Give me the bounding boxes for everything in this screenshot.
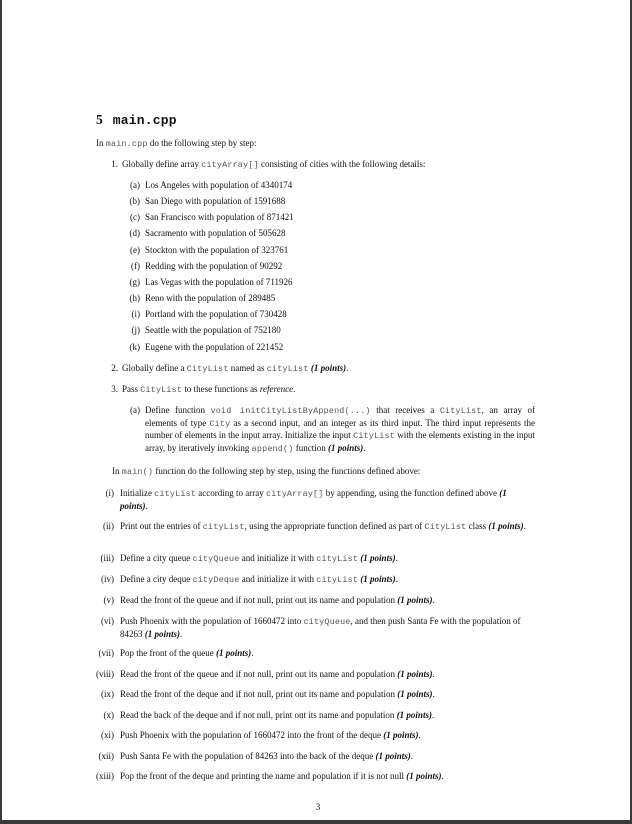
city-item: Los Angeles with population of 4340174 <box>145 180 293 190</box>
main-step <box>120 710 434 722</box>
step-code-1: cityList <box>154 489 197 499</box>
step-points: (1 points) <box>488 521 524 531</box>
step-points: (1 points) <box>360 574 396 584</box>
step-code-2: cityArray[] <box>266 489 324 499</box>
main-step <box>120 488 536 512</box>
step1-label: 1. <box>111 159 118 169</box>
sub-code2: CityList <box>439 406 482 416</box>
city-item: San Francisco with population of 871421 <box>145 212 294 222</box>
step2-code2: cityList <box>266 364 309 374</box>
step-text-a: Read the front of the queue and if not null, print out its name and population <box>120 595 398 605</box>
step1-code: cityArray[] <box>201 160 259 170</box>
sub-code1: void initCityListByAppend(...) <box>210 406 371 416</box>
step-text-a: Push Phoenix with the population of 1660472 into <box>120 616 304 626</box>
step2-points: (1 points) <box>310 363 347 373</box>
main-step <box>120 669 435 681</box>
step3-end: . <box>293 384 296 394</box>
step-code-1: cityDeque <box>192 575 240 585</box>
step-text-a: Push Santa Fe with the population of 84263 into the back of the deque <box>120 751 376 761</box>
sub-code3: City <box>209 418 231 429</box>
step3-sub-label: (a) <box>130 405 140 415</box>
step-text-b: , using the appropriate function defined as part of <box>244 521 425 531</box>
step-text-b: , and then push Santa Fe with the population of 84263 <box>120 616 521 639</box>
city-label: (j) <box>131 325 140 335</box>
step-points: (1 points) <box>144 628 181 639</box>
step-code-1: cityList <box>202 522 245 532</box>
step-end: . <box>395 574 398 584</box>
step-text-a: Read the front of the queue and if not null, print out its name and population <box>120 669 398 679</box>
step-code-2: cityList <box>316 554 359 564</box>
step3-pre: Pass <box>122 384 141 394</box>
main-step-label: (vii) <box>98 648 114 658</box>
city-item: Sacramento with population of 505628 <box>145 228 286 238</box>
step-code-1: cityQueue <box>192 554 240 564</box>
sub-t5: function <box>293 442 328 453</box>
main-step-label: (viii) <box>96 669 114 679</box>
city-item: San Diego with population of 1591688 <box>145 196 286 206</box>
intro-code: main.cpp <box>105 139 148 149</box>
city-label: (e) <box>130 245 140 255</box>
intro-pre: In <box>96 138 106 148</box>
step-text-a: Print out the entries of <box>120 521 203 531</box>
step-end: . <box>418 730 421 740</box>
step2-pre: Globally define a <box>122 363 187 373</box>
sub-end: . <box>363 442 366 453</box>
step-end: . <box>251 648 254 658</box>
city-item: Seattle with the population of 752180 <box>145 325 281 335</box>
section-number: 5 <box>96 112 103 127</box>
section-file: main.cpp <box>112 113 177 128</box>
step-end: . <box>431 710 435 720</box>
main-step-label: (xi) <box>101 730 114 740</box>
step-text-a: Pop the front of the deque and printing the name and population if it is not null <box>120 771 407 781</box>
step1-post: consisting of cities with the following details: <box>258 159 426 169</box>
step3-label: 3. <box>111 384 118 394</box>
step-end: . <box>180 628 183 639</box>
step-text-a: Read the front of the deque and if not null, print out its name and population <box>120 689 398 699</box>
main-step-label: (xiii) <box>96 771 114 781</box>
main-step-label: (ix) <box>101 689 114 699</box>
step-code-1: cityQueue <box>303 617 351 627</box>
step-text-a: Define a city queue <box>120 553 193 563</box>
main-step <box>120 574 398 587</box>
step1-pre: Globally define array <box>122 159 202 169</box>
step-text-b: and initialize it with <box>239 553 317 563</box>
step-end: . <box>441 771 444 781</box>
city-item: Portland with the population of 730428 <box>145 309 287 319</box>
city-item: Redding with the population of 90292 <box>145 261 283 271</box>
step-points: (1 points) <box>375 751 411 761</box>
sub-code4: CityList <box>353 431 395 441</box>
step-text-b: according to array <box>196 488 267 498</box>
step-code-2: cityList <box>316 575 359 585</box>
sub-code5: append() <box>251 443 294 454</box>
step-text-a: Push Phoenix with the population of 1660472 into the front of the deque <box>120 730 384 740</box>
step-points: (1 points) <box>120 488 507 511</box>
main-step <box>120 751 413 763</box>
main-step <box>120 771 444 783</box>
main-step-label: (i) <box>105 488 114 498</box>
sub-pre: Define function <box>145 405 211 415</box>
main-step-label: (vi) <box>101 616 114 626</box>
main-intro-post: function do the following step by step, using the functions defined above: <box>153 466 421 476</box>
main-step <box>120 521 536 534</box>
step-end: . <box>145 500 148 511</box>
sub-points: (1 points) <box>327 442 364 453</box>
step-end: . <box>432 595 435 605</box>
step-end: . <box>432 689 435 699</box>
city-label: (i) <box>131 309 140 319</box>
step-text-d: class <box>466 521 489 531</box>
step-points: (1 points) <box>396 710 432 720</box>
step-points: (1 points) <box>397 669 433 679</box>
intro-post: do the following step by step: <box>147 138 257 148</box>
step3-sub-text <box>145 405 535 455</box>
city-label: (f) <box>131 261 140 271</box>
sub-t2: , an array of elements of type <box>145 405 535 428</box>
step-code-2: CityList <box>424 522 467 532</box>
step3-code: CityList <box>140 385 183 395</box>
main-step-label: (iv) <box>101 574 114 584</box>
main-step-label: (v) <box>103 595 114 605</box>
city-label: (h) <box>129 293 140 303</box>
step1-text <box>122 159 425 172</box>
step-end: . <box>523 521 526 531</box>
step2-label: 2. <box>111 363 118 373</box>
step3-em: reference <box>259 384 294 394</box>
main-step-label: (xii) <box>98 751 114 761</box>
main-step-label: (x) <box>103 710 114 720</box>
step-end: . <box>432 669 435 679</box>
city-label: (d) <box>129 228 140 238</box>
main-step-label: (ii) <box>103 521 114 531</box>
main-step <box>120 595 435 607</box>
main-intro-code: main() <box>121 467 154 477</box>
city-label: (k) <box>129 342 140 352</box>
step-text-b: and initialize it with <box>239 574 317 584</box>
step-points: (1 points) <box>215 648 252 658</box>
step-points: (1 points) <box>360 553 396 563</box>
city-item: Reno with the population of 289485 <box>145 293 276 303</box>
main-step <box>120 553 398 566</box>
step-points: (1 points) <box>406 771 442 781</box>
step-text-a: Define a city deque <box>120 574 193 584</box>
section-heading <box>96 112 177 128</box>
step3-text <box>122 384 295 397</box>
city-label: (g) <box>129 277 140 287</box>
page-number: 3 <box>315 802 321 812</box>
city-label: (c) <box>130 212 140 222</box>
main-step <box>120 689 435 701</box>
city-item: Stockton with the population of 323761 <box>145 245 289 255</box>
city-item: Eugene with the population of 221452 <box>145 342 284 352</box>
intro-text <box>96 138 257 149</box>
main-step-label: (iii) <box>100 553 114 563</box>
step3-mid: to these functions as <box>182 384 260 394</box>
step-text-a: Read the back of the deque and if not null, print out its name and population <box>120 710 397 720</box>
sub-t4: with the elements existing in the input array, by iteratively invoking <box>145 430 535 453</box>
step-text-a: Initialize <box>120 488 155 498</box>
step-text-d: by appending, using the function defined above <box>323 488 500 498</box>
sub-t3: as a second input, and an integer as its third input. The third input represents the number of elements in the input array. Initialize the input <box>145 417 535 440</box>
step2-end: . <box>346 363 349 373</box>
main-intro-pre: In <box>112 466 122 476</box>
step-end: . <box>410 751 413 761</box>
step2-text <box>122 363 348 376</box>
main-step <box>120 730 421 742</box>
step-points: (1 points) <box>397 595 433 605</box>
step-end: . <box>395 553 398 563</box>
sub-t1: that receives a <box>370 405 440 415</box>
city-item: Las Vegas with the population of 711926 <box>145 277 293 287</box>
main-step <box>120 648 254 660</box>
main-step <box>120 616 536 640</box>
city-label: (b) <box>129 196 140 206</box>
city-label: (a) <box>130 180 140 190</box>
step2-mid: named as <box>228 363 267 373</box>
main-intro <box>112 466 420 479</box>
step-text-a: Pop the front of the queue <box>120 648 216 658</box>
step2-code1: CityList <box>186 364 229 374</box>
step-points: (1 points) <box>397 689 433 699</box>
step-points: (1 points) <box>383 730 419 740</box>
